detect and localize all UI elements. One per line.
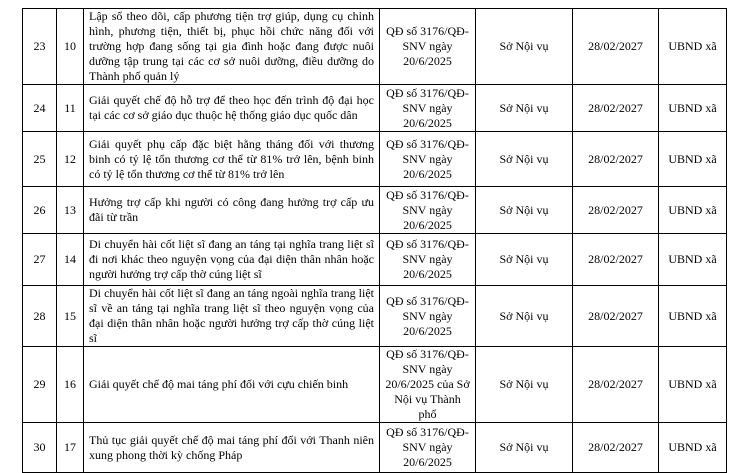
item-number-cell: 17: [57, 423, 84, 473]
procedure-name-cell: Thủ tục giải quyết chế độ mai táng phí đối với Thanh niên xung phong thời kỳ chống Pháp: [84, 423, 380, 473]
table-row: [23, 187, 727, 234]
procedure-name-cell: Hưởng trợ cấp khi người có công đang hưởng trợ cấp ưu đãi từ trần: [84, 187, 380, 234]
agency-cell: Sở Nội vụ: [476, 85, 573, 132]
level-cell: UBND xã: [659, 423, 727, 473]
item-number-cell: 16: [57, 347, 84, 423]
date-cell: 28/02/2027: [573, 132, 659, 187]
date-cell: 28/02/2027: [573, 234, 659, 286]
decision-cell: QĐ số 3176/QĐ-SNV ngày 20/6/2025 của Sở Nội vụ Thành phố: [380, 347, 476, 423]
decision-cell: QĐ số 3176/QĐ-SNV ngày 20/6/2025: [380, 85, 476, 132]
row-number-cell: 26: [23, 187, 57, 234]
level-cell: UBND xã: [659, 187, 727, 234]
table-row: [23, 234, 727, 286]
row-number-cell: 24: [23, 85, 57, 132]
date-cell: 28/02/2027: [573, 85, 659, 132]
decision-cell: QĐ số 3176/QĐ-SNV ngày 20/6/2025: [380, 187, 476, 234]
procedures-table: [22, 8, 727, 473]
agency-cell: Sở Nội vụ: [476, 132, 573, 187]
procedure-name-cell: Di chuyển hài cốt liệt sĩ đang an táng tại nghĩa trang liệt sĩ đi nơi khác theo nguyện vọng của đại diện thân nhân hoặc người hưởng trợ cấp thờ cúng liệt sĩ: [84, 234, 380, 286]
table-row: [23, 423, 727, 473]
level-cell: UBND xã: [659, 132, 727, 187]
decision-cell: QĐ số 3176/QĐ-SNV ngày 20/6/2025: [380, 234, 476, 286]
procedure-name-cell: Lập sổ theo dõi, cấp phương tiện trợ giúp, dụng cụ chỉnh hình, phương tiện, thiết bị, phục hồi chức năng đối với trường hợp đang sống tại gia đình hoặc đang được nuôi dưỡng tập trung tại các cơ sở nuôi dưỡng, điều dưỡng do Thành phố quản lý: [84, 9, 380, 85]
date-cell: 28/02/2027: [573, 286, 659, 347]
decision-cell: QĐ số 3176/QĐ-SNV ngày 20/6/2025: [380, 9, 476, 85]
level-cell: UBND xã: [659, 347, 727, 423]
level-cell: UBND xã: [659, 234, 727, 286]
date-cell: 28/02/2027: [573, 347, 659, 423]
level-cell: UBND xã: [659, 286, 727, 347]
procedure-name-cell: Giải quyết phụ cấp đặc biệt hằng tháng đối với thương binh có tỷ lệ tổn thương cơ thể từ 81% trở lên, bệnh binh có tỷ lệ tổn thương cơ thể từ 81% trở lên: [84, 132, 380, 187]
agency-cell: Sở Nội vụ: [476, 423, 573, 473]
decision-cell: QĐ số 3176/QĐ-SNV ngày 20/6/2025: [380, 423, 476, 473]
date-cell: 28/02/2027: [573, 423, 659, 473]
item-number-cell: 11: [57, 85, 84, 132]
decision-cell: QĐ số 3176/QĐ-SNV ngày 20/6/2025: [380, 286, 476, 347]
procedure-name-cell: Giải quyết chế độ mai táng phí đối với cựu chiến binh: [84, 347, 380, 423]
date-cell: 28/02/2027: [573, 9, 659, 85]
table-row: [23, 132, 727, 187]
row-number-cell: 30: [23, 423, 57, 473]
table-row: [23, 85, 727, 132]
agency-cell: Sở Nội vụ: [476, 234, 573, 286]
procedure-name-cell: Di chuyển hài cốt liệt sĩ đang an táng ngoài nghĩa trang liệt sĩ về an táng tại nghĩa trang liệt sĩ theo nguyện vọng của đại diện thân nhân hoặc người hưởng trợ cấp thờ cúng liệt sĩ: [84, 286, 380, 347]
level-cell: UBND xã: [659, 85, 727, 132]
procedure-name-cell: Giải quyết chế độ hỗ trợ để theo học đến trình độ đại học tại các cơ sở giáo dục thuộc hệ thống giáo dục quốc dân: [84, 85, 380, 132]
decision-cell: QĐ số 3176/QĐ-SNV ngày 20/6/2025: [380, 132, 476, 187]
row-number-cell: 28: [23, 286, 57, 347]
item-number-cell: 13: [57, 187, 84, 234]
agency-cell: Sở Nội vụ: [476, 347, 573, 423]
item-number-cell: 12: [57, 132, 84, 187]
table-row: [23, 347, 727, 423]
row-number-cell: 25: [23, 132, 57, 187]
date-cell: 28/02/2027: [573, 187, 659, 234]
table-row: [23, 286, 727, 347]
item-number-cell: 10: [57, 9, 84, 85]
agency-cell: Sở Nội vụ: [476, 9, 573, 85]
row-number-cell: 27: [23, 234, 57, 286]
row-number-cell: 23: [23, 9, 57, 85]
agency-cell: Sở Nội vụ: [476, 286, 573, 347]
table-row: [23, 9, 727, 85]
item-number-cell: 14: [57, 234, 84, 286]
agency-cell: Sở Nội vụ: [476, 187, 573, 234]
level-cell: UBND xã: [659, 9, 727, 85]
row-number-cell: 29: [23, 347, 57, 423]
item-number-cell: 15: [57, 286, 84, 347]
